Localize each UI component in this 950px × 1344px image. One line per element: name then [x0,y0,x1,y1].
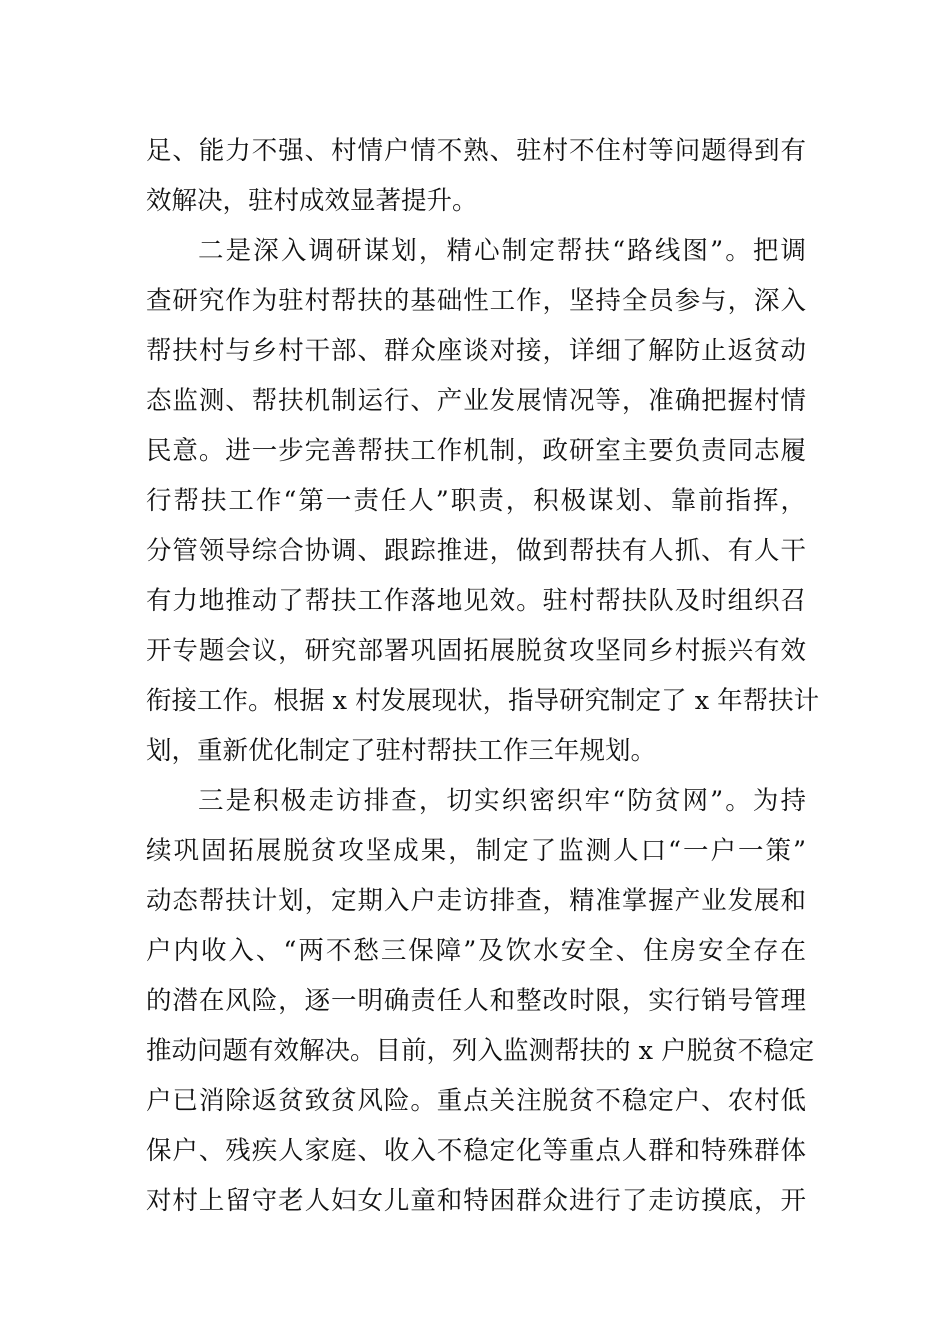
text-line: 帮扶村与乡村干部、群众座谈对接，详细了解防止返贫动 [146,336,806,366]
text-line: 的潜在风险，逐一明确责任人和整改时限，实行销号管理 [146,986,806,1016]
text-line: 户内收入、“两不愁三保障”及饮水安全、住房安全存在 [146,936,806,966]
text-line: 效解决，驻村成效显著提升。 [146,186,478,216]
text-line: 民意。进一步完善帮扶工作机制，政研室主要负责同志履 [146,436,806,466]
paragraph-start-line: 二是深入调研谋划，精心制定帮扶“路线图”。把调 [198,236,806,266]
text-line: 推动问题有效解决。目前，列入监测帮扶的 x 户脱贫不稳定 [146,1036,815,1066]
text-line: 保户、残疾人家庭、收入不稳定化等重点人群和特殊群体 [146,1136,806,1166]
text-line: 态监测、帮扶机制运行、产业发展情况等，准确把握村情 [146,386,806,416]
text-line: 动态帮扶计划，定期入户走访排查，精准掌握产业发展和 [146,886,806,916]
paragraph-start-line: 三是积极走访排查，切实织密织牢“防贫网”。为持 [198,786,806,816]
text-line: 对村上留守老人妇女儿童和特困群众进行了走访摸底，开 [146,1186,806,1216]
text-line: 行帮扶工作“第一责任人”职责，积极谋划、靠前指挥， [146,486,806,516]
text-line: 足、能力不强、村情户情不熟、驻村不住村等问题得到有 [146,136,806,166]
text-line: 开专题会议，研究部署巩固拓展脱贫攻坚同乡村振兴有效 [146,636,806,666]
text-line: 划，重新优化制定了驻村帮扶工作三年规划。 [146,736,657,766]
text-line: 查研究作为驻村帮扶的基础性工作，坚持全员参与，深入 [146,286,806,316]
text-line: 分管领导综合协调、跟踪推进，做到帮扶有人抓、有人干 [146,536,806,566]
text-line: 续巩固拓展脱贫攻坚成果，制定了监测人口“一户一策” [146,836,806,866]
text-line: 户已消除返贫致贫风险。重点关注脱贫不稳定户、农村低 [146,1086,806,1116]
text-line: 有力地推动了帮扶工作落地见效。驻村帮扶队及时组织召 [146,586,806,616]
text-line: 衔接工作。根据 x 村发展现状，指导研究制定了 x 年帮扶计 [146,686,820,716]
